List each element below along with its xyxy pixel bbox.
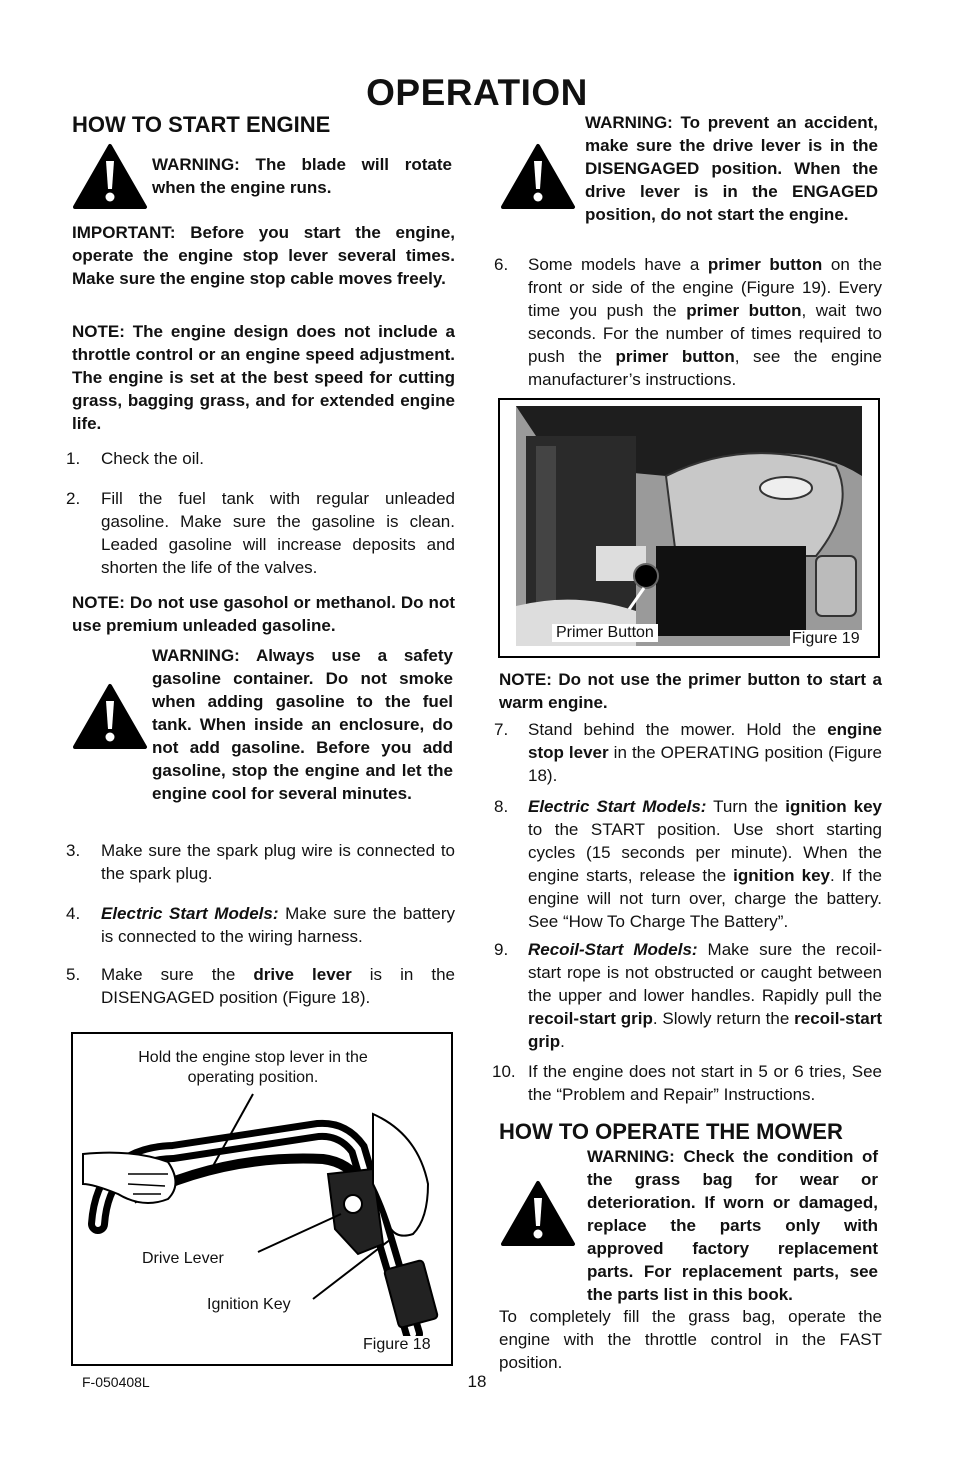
note-primer: NOTE: Do not use the primer button to start a warm engine. [499,670,882,712]
warning-gasoline: WARNING: Always use a safety gasoline container. Do not smoke when adding gasoline to the fuel tank. When inside an enclosure, do not add gasoline. Before you add gasoline, stop the engine and let the engine cool for several minutes. [152,646,453,803]
page-number: 18 [467,1372,487,1391]
warning-triangle-icon [72,143,148,210]
figure-18 [71,1032,453,1366]
figure-label: Ignition Key [207,1296,291,1313]
list-item: 7. Stand behind the mower. Hold the engine stop lever in the OPERATING position (Figure 18). [494,720,883,785]
figure-caption: Figure 18 [363,1336,431,1353]
warning-triangle-icon [72,683,148,750]
note-engine-design: NOTE: The engine design does not include a throttle control or an engine speed adjustment. The engine is set at the best speed for cutting grass, bagging grass, and for extended engine life. [72,322,455,433]
list-item: 9. Recoil-Start Models: Make sure the recoil-start rope is not obstructed or caught between the upper and lower handles. Rapidly pull the recoil-start grip. Slowly return the recoil-start grip. [494,940,882,1051]
figure-19 [498,398,880,658]
list-item: 5. Make sure the drive lever is in the DISENGAGED position (Figure 18). [66,965,455,1007]
figure-label: Hold the engine stop lever in the operating position. [138,1049,368,1086]
warning-grass-bag: WARNING: Check the condition of the grass bag for wear or deterioration. If worn or damaged, replace the parts only with approved factory replacement parts. For replacement parts, see the parts list in this book. [587,1147,878,1304]
figure-label: Primer Button [552,624,658,642]
page-title: OPERATION [366,72,588,113]
list-item: 3. Make sure the spark plug wire is connected to the spark plug. [66,841,455,883]
section-heading-operate-mower: HOW TO OPERATE THE MOWER [499,1119,843,1144]
document-code: F-050408L [82,1374,150,1390]
important-note: IMPORTANT: Before you start the engine, operate the engine stop lever several times. Make sure the engine stop cable moves freely. [72,223,455,288]
warning-triangle-icon [500,1180,576,1247]
note-fuel: NOTE: Do not use gasohol or methanol. Do not use premium unleaded gasoline. [72,593,455,635]
list-item: 4. Electric Start Models: Make sure the battery is connected to the wiring harness. [66,904,456,946]
list-item: 2. Fill the fuel tank with regular unleaded gasoline. Make sure the gasoline is clean. Leaded gasoline will increase deposits and shorten the life of the valves. [66,489,455,577]
engine-photo [516,406,862,646]
figure-label: Drive Lever [142,1250,224,1267]
warning-triangle-icon [500,143,576,210]
warning-drive-lever: WARNING: To prevent an accident, make sure the drive lever is in the DISENGAGED position. When the drive lever is in the ENGAGED position, do not start the engine. [585,113,878,224]
paragraph-fill-bag: To completely fill the grass bag, operate the engine with the throttle control in the FAST position. [499,1307,882,1372]
warning-blade: WARNING: The blade will rotate when the engine runs. [152,155,452,197]
figure-caption: Figure 19 [792,630,860,647]
list-item: 6. Some models have a primer button on the front or side of the engine (Figure 19). Every time you push the primer button, wait two seconds. For the number of times required to push the primer button, see the engine manufacturer’s instructions. [494,255,883,389]
section-heading-start-engine: HOW TO START ENGINE [72,112,331,137]
list-item: 10. If the engine does not start in 5 or 6 tries, See the “Problem and Repair” Instructions. [492,1062,882,1104]
list-item: 8. Electric Start Models: Turn the ignition key to the START position. Use short starting cycles (15 seconds per minute). When the engine starts, release the ignition key. If the engine will not turn over, charge the battery. See “How To Charge The Battery”. [494,797,882,931]
